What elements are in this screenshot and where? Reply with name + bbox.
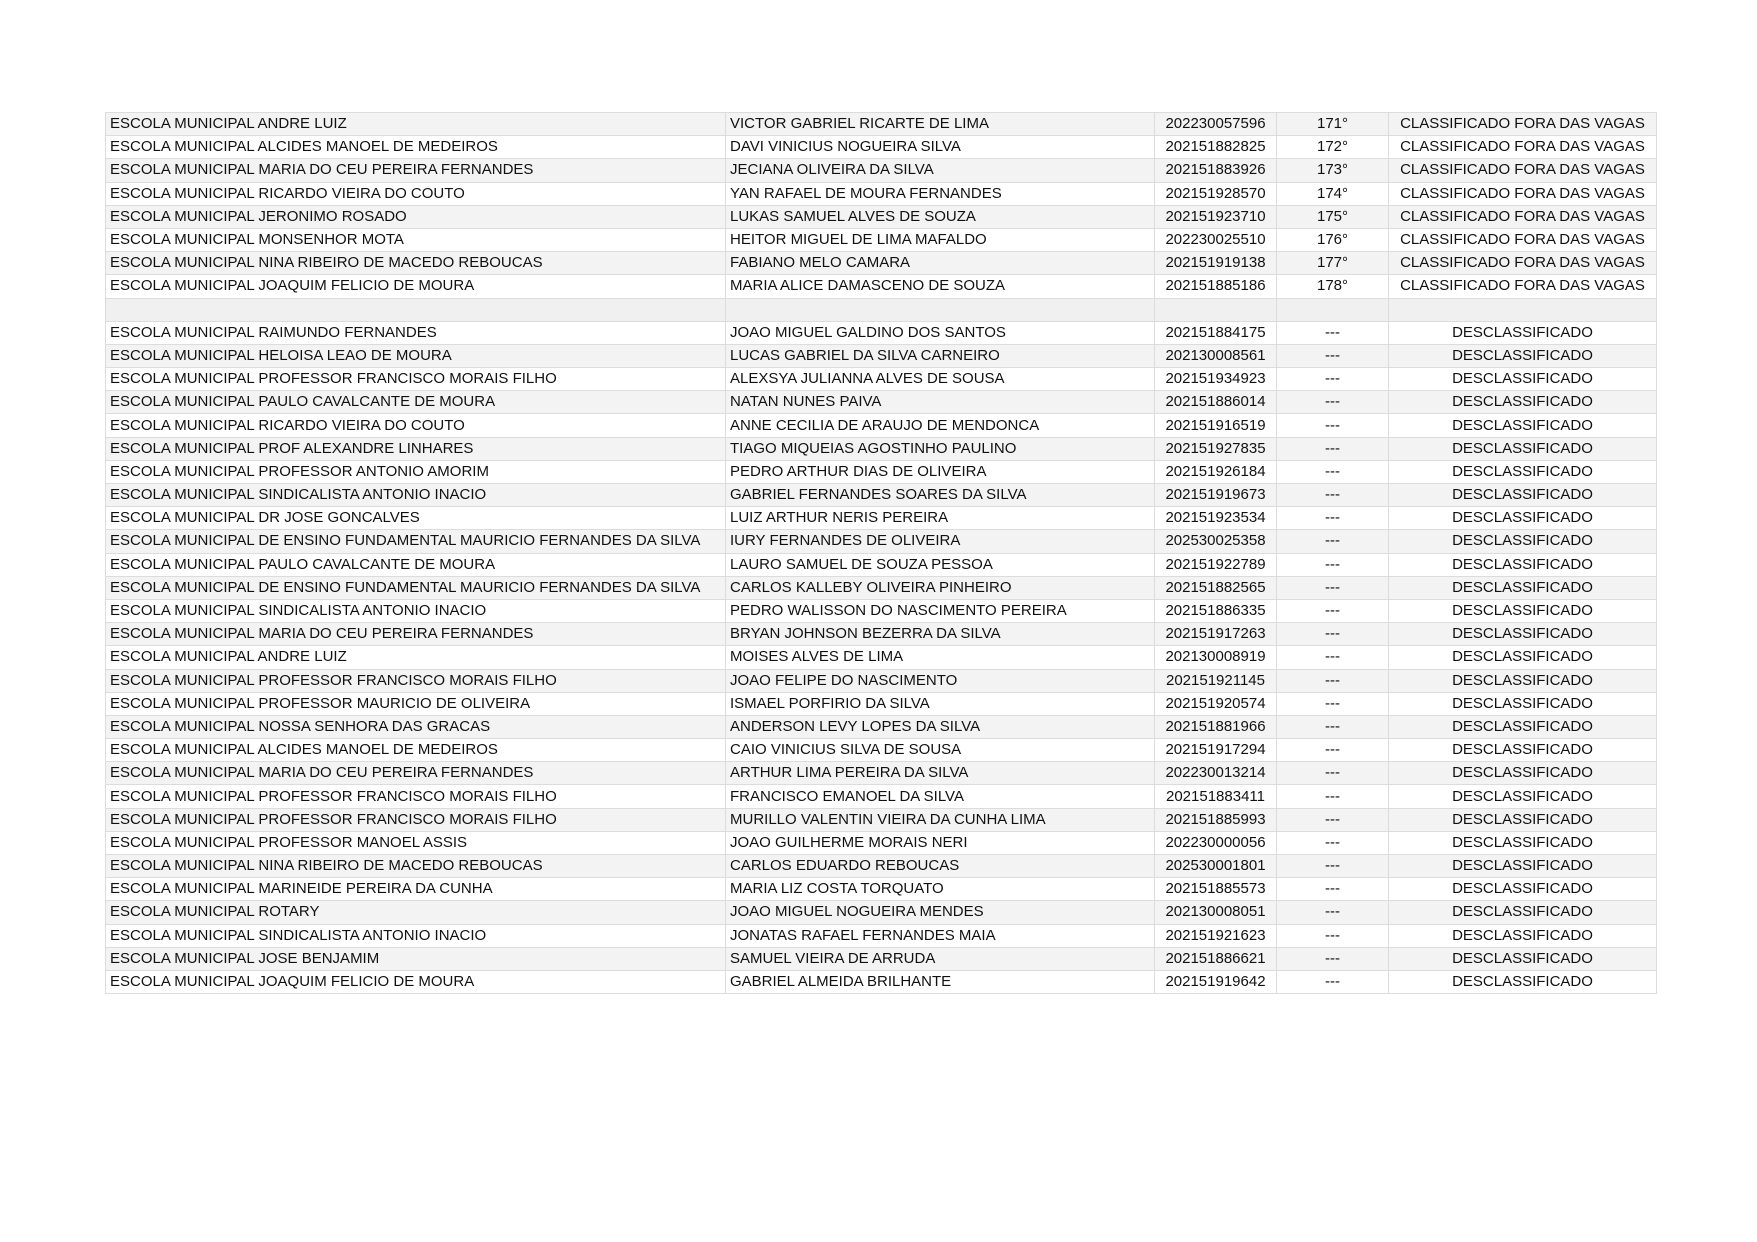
table-row [106,159,1657,182]
status-cell: DESCLASSIFICADO [1389,692,1657,715]
position-cell: --- [1277,692,1389,715]
table-row [106,808,1657,831]
school-cell: ESCOLA MUNICIPAL JOAQUIM FELICIO DE MOURA [106,970,726,993]
registration-number-cell: 202151886014 [1155,391,1277,414]
registration-number-cell: 202151919673 [1155,484,1277,507]
student-name-cell: GABRIEL ALMEIDA BRILHANTE [726,970,1155,993]
status-cell: CLASSIFICADO FORA DAS VAGAS [1389,159,1657,182]
status-cell: DESCLASSIFICADO [1389,321,1657,344]
position-cell: --- [1277,553,1389,576]
school-cell: ESCOLA MUNICIPAL NINA RIBEIRO DE MACEDO REBOUCAS [106,252,726,275]
student-name-cell: MARIA ALICE DAMASCENO DE SOUZA [726,275,1155,298]
table-row [106,599,1657,622]
status-cell: DESCLASSIFICADO [1389,460,1657,483]
student-name-cell: CAIO VINICIUS SILVA DE SOUSA [726,739,1155,762]
position-cell: --- [1277,924,1389,947]
student-name-cell: BRYAN JOHNSON BEZERRA DA SILVA [726,623,1155,646]
school-cell: ESCOLA MUNICIPAL RICARDO VIEIRA DO COUTO [106,414,726,437]
student-name-cell: DAVI VINICIUS NOGUEIRA SILVA [726,136,1155,159]
position-cell: 173° [1277,159,1389,182]
school-cell: ESCOLA MUNICIPAL MARIA DO CEU PEREIRA FERNANDES [106,762,726,785]
table-row [106,901,1657,924]
table-row [106,762,1657,785]
student-name-cell: ANDERSON LEVY LOPES DA SILVA [726,715,1155,738]
registration-number-cell: 202151923534 [1155,507,1277,530]
status-cell: DESCLASSIFICADO [1389,391,1657,414]
student-name-cell: FRANCISCO EMANOEL DA SILVA [726,785,1155,808]
registration-number-cell: 202151885186 [1155,275,1277,298]
table-row [106,507,1657,530]
registration-number-cell: 202151916519 [1155,414,1277,437]
student-name-cell: PEDRO ARTHUR DIAS DE OLIVEIRA [726,460,1155,483]
position-cell: --- [1277,460,1389,483]
status-cell: DESCLASSIFICADO [1389,507,1657,530]
registration-number-cell: 202130008051 [1155,901,1277,924]
table-row [106,692,1657,715]
registration-number-cell: 202130008919 [1155,646,1277,669]
table-row [106,182,1657,205]
school-cell: ESCOLA MUNICIPAL PAULO CAVALCANTE DE MOURA [106,391,726,414]
position-cell: 176° [1277,228,1389,251]
table-row [106,252,1657,275]
registration-number-cell [1155,298,1277,321]
classification-table-body [106,113,1657,994]
table-row [106,831,1657,854]
registration-number-cell: 202151917294 [1155,739,1277,762]
position-cell: --- [1277,344,1389,367]
table-row [106,947,1657,970]
school-cell: ESCOLA MUNICIPAL JOAQUIM FELICIO DE MOURA [106,275,726,298]
position-cell: --- [1277,878,1389,901]
student-name-cell: MOISES ALVES DE LIMA [726,646,1155,669]
school-cell: ESCOLA MUNICIPAL SINDICALISTA ANTONIO INACIO [106,924,726,947]
position-cell: 178° [1277,275,1389,298]
student-name-cell: CARLOS EDUARDO REBOUCAS [726,855,1155,878]
position-cell: --- [1277,970,1389,993]
table-row [106,136,1657,159]
school-cell: ESCOLA MUNICIPAL RAIMUNDO FERNANDES [106,321,726,344]
registration-number-cell: 202151917263 [1155,623,1277,646]
registration-number-cell: 202151928570 [1155,182,1277,205]
school-cell: ESCOLA MUNICIPAL MONSENHOR MOTA [106,228,726,251]
position-cell: --- [1277,321,1389,344]
registration-number-cell: 202151919642 [1155,970,1277,993]
school-cell: ESCOLA MUNICIPAL ANDRE LUIZ [106,646,726,669]
school-cell: ESCOLA MUNICIPAL PAULO CAVALCANTE DE MOURA [106,553,726,576]
position-cell: --- [1277,785,1389,808]
table-row [106,878,1657,901]
student-name-cell: LUIZ ARTHUR NERIS PEREIRA [726,507,1155,530]
table-row [106,646,1657,669]
position-cell: --- [1277,669,1389,692]
table-row [106,785,1657,808]
school-cell: ESCOLA MUNICIPAL NINA RIBEIRO DE MACEDO REBOUCAS [106,855,726,878]
status-cell: DESCLASSIFICADO [1389,623,1657,646]
student-name-cell: JOAO FELIPE DO NASCIMENTO [726,669,1155,692]
student-name-cell: IURY FERNANDES DE OLIVEIRA [726,530,1155,553]
status-cell: CLASSIFICADO FORA DAS VAGAS [1389,275,1657,298]
school-cell: ESCOLA MUNICIPAL PROFESSOR FRANCISCO MORAIS FILHO [106,785,726,808]
status-cell: DESCLASSIFICADO [1389,831,1657,854]
classification-table [105,112,1657,994]
status-cell: DESCLASSIFICADO [1389,484,1657,507]
position-cell: --- [1277,831,1389,854]
table-row [106,275,1657,298]
position-cell: --- [1277,808,1389,831]
status-cell: DESCLASSIFICADO [1389,808,1657,831]
registration-number-cell: 202151927835 [1155,437,1277,460]
status-cell: DESCLASSIFICADO [1389,599,1657,622]
status-cell: DESCLASSIFICADO [1389,553,1657,576]
position-cell: --- [1277,437,1389,460]
school-cell: ESCOLA MUNICIPAL PROFESSOR FRANCISCO MORAIS FILHO [106,368,726,391]
student-name-cell: LAURO SAMUEL DE SOUZA PESSOA [726,553,1155,576]
registration-number-cell: 202151921145 [1155,669,1277,692]
school-cell: ESCOLA MUNICIPAL PROFESSOR FRANCISCO MORAIS FILHO [106,808,726,831]
student-name-cell: JOAO GUILHERME MORAIS NERI [726,831,1155,854]
student-name-cell: FABIANO MELO CAMARA [726,252,1155,275]
table-row [106,113,1657,136]
school-cell [106,298,726,321]
student-name-cell: SAMUEL VIEIRA DE ARRUDA [726,947,1155,970]
registration-number-cell: 202151886621 [1155,947,1277,970]
table-row [106,460,1657,483]
status-cell: CLASSIFICADO FORA DAS VAGAS [1389,252,1657,275]
registration-number-cell: 202230025510 [1155,228,1277,251]
student-name-cell: JOAO MIGUEL GALDINO DOS SANTOS [726,321,1155,344]
position-cell: --- [1277,530,1389,553]
school-cell: ESCOLA MUNICIPAL PROFESSOR MANOEL ASSIS [106,831,726,854]
registration-number-cell: 202230000056 [1155,831,1277,854]
table-row [106,669,1657,692]
registration-number-cell: 202151883926 [1155,159,1277,182]
position-cell: 172° [1277,136,1389,159]
table-row [106,344,1657,367]
table-row [106,228,1657,251]
school-cell: ESCOLA MUNICIPAL DE ENSINO FUNDAMENTAL MAURICIO FERNANDES DA SILVA [106,576,726,599]
school-cell: ESCOLA MUNICIPAL PROFESSOR MAURICIO DE OLIVEIRA [106,692,726,715]
student-name-cell: LUKAS SAMUEL ALVES DE SOUZA [726,205,1155,228]
position-cell: --- [1277,599,1389,622]
status-cell: DESCLASSIFICADO [1389,368,1657,391]
position-cell: 171° [1277,113,1389,136]
status-cell: CLASSIFICADO FORA DAS VAGAS [1389,136,1657,159]
position-cell: --- [1277,414,1389,437]
school-cell: ESCOLA MUNICIPAL RICARDO VIEIRA DO COUTO [106,182,726,205]
status-cell: DESCLASSIFICADO [1389,739,1657,762]
registration-number-cell: 202530001801 [1155,855,1277,878]
status-cell: DESCLASSIFICADO [1389,414,1657,437]
registration-number-cell: 202130008561 [1155,344,1277,367]
status-cell [1389,298,1657,321]
school-cell: ESCOLA MUNICIPAL SINDICALISTA ANTONIO INACIO [106,599,726,622]
position-cell: --- [1277,576,1389,599]
status-cell: DESCLASSIFICADO [1389,901,1657,924]
student-name-cell: PEDRO WALISSON DO NASCIMENTO PEREIRA [726,599,1155,622]
school-cell: ESCOLA MUNICIPAL DR JOSE GONCALVES [106,507,726,530]
school-cell: ESCOLA MUNICIPAL ANDRE LUIZ [106,113,726,136]
table-row [106,368,1657,391]
status-cell: DESCLASSIFICADO [1389,924,1657,947]
table-row [106,298,1657,321]
table-row [106,623,1657,646]
position-cell [1277,298,1389,321]
student-name-cell: MURILLO VALENTIN VIEIRA DA CUNHA LIMA [726,808,1155,831]
status-cell: DESCLASSIFICADO [1389,855,1657,878]
position-cell: --- [1277,947,1389,970]
student-name-cell: TIAGO MIQUEIAS AGOSTINHO PAULINO [726,437,1155,460]
registration-number-cell: 202151919138 [1155,252,1277,275]
status-cell: DESCLASSIFICADO [1389,646,1657,669]
registration-number-cell: 202151920574 [1155,692,1277,715]
registration-number-cell: 202151882825 [1155,136,1277,159]
table-row [106,855,1657,878]
status-cell: CLASSIFICADO FORA DAS VAGAS [1389,205,1657,228]
table-row [106,553,1657,576]
results-sheet [105,112,1656,994]
table-row [106,414,1657,437]
position-cell: --- [1277,855,1389,878]
table-row [106,391,1657,414]
position-cell: 174° [1277,182,1389,205]
registration-number-cell: 202151926184 [1155,460,1277,483]
student-name-cell: NATAN NUNES PAIVA [726,391,1155,414]
school-cell: ESCOLA MUNICIPAL ALCIDES MANOEL DE MEDEIROS [106,136,726,159]
position-cell: --- [1277,623,1389,646]
position-cell: --- [1277,368,1389,391]
student-name-cell: ANNE CECILIA DE ARAUJO DE MENDONCA [726,414,1155,437]
school-cell: ESCOLA MUNICIPAL MARINEIDE PEREIRA DA CUNHA [106,878,726,901]
position-cell: --- [1277,484,1389,507]
registration-number-cell: 202230013214 [1155,762,1277,785]
registration-number-cell: 202151881966 [1155,715,1277,738]
registration-number-cell: 202151886335 [1155,599,1277,622]
status-cell: CLASSIFICADO FORA DAS VAGAS [1389,182,1657,205]
status-cell: DESCLASSIFICADO [1389,947,1657,970]
school-cell: ESCOLA MUNICIPAL PROFESSOR ANTONIO AMORIM [106,460,726,483]
registration-number-cell: 202530025358 [1155,530,1277,553]
status-cell: DESCLASSIFICADO [1389,437,1657,460]
student-name-cell: ISMAEL PORFIRIO DA SILVA [726,692,1155,715]
registration-number-cell: 202151883411 [1155,785,1277,808]
school-cell: ESCOLA MUNICIPAL MARIA DO CEU PEREIRA FERNANDES [106,159,726,182]
position-cell: --- [1277,715,1389,738]
student-name-cell: MARIA LIZ COSTA TORQUATO [726,878,1155,901]
status-cell: DESCLASSIFICADO [1389,762,1657,785]
table-row [106,437,1657,460]
student-name-cell: LUCAS GABRIEL DA SILVA CARNEIRO [726,344,1155,367]
school-cell: ESCOLA MUNICIPAL HELOISA LEAO DE MOURA [106,344,726,367]
table-row [106,205,1657,228]
status-cell: DESCLASSIFICADO [1389,344,1657,367]
table-row [106,924,1657,947]
student-name-cell: GABRIEL FERNANDES SOARES DA SILVA [726,484,1155,507]
position-cell: --- [1277,901,1389,924]
status-cell: CLASSIFICADO FORA DAS VAGAS [1389,228,1657,251]
registration-number-cell: 202151923710 [1155,205,1277,228]
school-cell: ESCOLA MUNICIPAL ALCIDES MANOEL DE MEDEIROS [106,739,726,762]
registration-number-cell: 202151934923 [1155,368,1277,391]
position-cell: --- [1277,762,1389,785]
student-name-cell: HEITOR MIGUEL DE LIMA MAFALDO [726,228,1155,251]
school-cell: ESCOLA MUNICIPAL PROFESSOR FRANCISCO MORAIS FILHO [106,669,726,692]
status-cell: CLASSIFICADO FORA DAS VAGAS [1389,113,1657,136]
registration-number-cell: 202151885993 [1155,808,1277,831]
position-cell: --- [1277,739,1389,762]
position-cell: 175° [1277,205,1389,228]
registration-number-cell: 202151885573 [1155,878,1277,901]
table-row [106,484,1657,507]
registration-number-cell: 202151882565 [1155,576,1277,599]
position-cell: --- [1277,391,1389,414]
school-cell: ESCOLA MUNICIPAL DE ENSINO FUNDAMENTAL MAURICIO FERNANDES DA SILVA [106,530,726,553]
student-name-cell: JECIANA OLIVEIRA DA SILVA [726,159,1155,182]
school-cell: ESCOLA MUNICIPAL ROTARY [106,901,726,924]
status-cell: DESCLASSIFICADO [1389,878,1657,901]
school-cell: ESCOLA MUNICIPAL MARIA DO CEU PEREIRA FERNANDES [106,623,726,646]
student-name-cell: CARLOS KALLEBY OLIVEIRA PINHEIRO [726,576,1155,599]
student-name-cell: JONATAS RAFAEL FERNANDES MAIA [726,924,1155,947]
position-cell: 177° [1277,252,1389,275]
table-row [106,321,1657,344]
student-name-cell: JOAO MIGUEL NOGUEIRA MENDES [726,901,1155,924]
school-cell: ESCOLA MUNICIPAL SINDICALISTA ANTONIO INACIO [106,484,726,507]
table-row [106,530,1657,553]
position-cell: --- [1277,507,1389,530]
student-name-cell [726,298,1155,321]
status-cell: DESCLASSIFICADO [1389,669,1657,692]
student-name-cell: ALEXSYA JULIANNA ALVES DE SOUSA [726,368,1155,391]
school-cell: ESCOLA MUNICIPAL JOSE BENJAMIM [106,947,726,970]
registration-number-cell: 202230057596 [1155,113,1277,136]
student-name-cell: YAN RAFAEL DE MOURA FERNANDES [726,182,1155,205]
status-cell: DESCLASSIFICADO [1389,715,1657,738]
table-row [106,970,1657,993]
student-name-cell: VICTOR GABRIEL RICARTE DE LIMA [726,113,1155,136]
status-cell: DESCLASSIFICADO [1389,576,1657,599]
school-cell: ESCOLA MUNICIPAL PROF ALEXANDRE LINHARES [106,437,726,460]
school-cell: ESCOLA MUNICIPAL NOSSA SENHORA DAS GRACAS [106,715,726,738]
registration-number-cell: 202151884175 [1155,321,1277,344]
position-cell: --- [1277,646,1389,669]
table-row [106,576,1657,599]
table-row [106,739,1657,762]
student-name-cell: ARTHUR LIMA PEREIRA DA SILVA [726,762,1155,785]
table-row [106,715,1657,738]
registration-number-cell: 202151921623 [1155,924,1277,947]
status-cell: DESCLASSIFICADO [1389,970,1657,993]
school-cell: ESCOLA MUNICIPAL JERONIMO ROSADO [106,205,726,228]
status-cell: DESCLASSIFICADO [1389,530,1657,553]
status-cell: DESCLASSIFICADO [1389,785,1657,808]
registration-number-cell: 202151922789 [1155,553,1277,576]
